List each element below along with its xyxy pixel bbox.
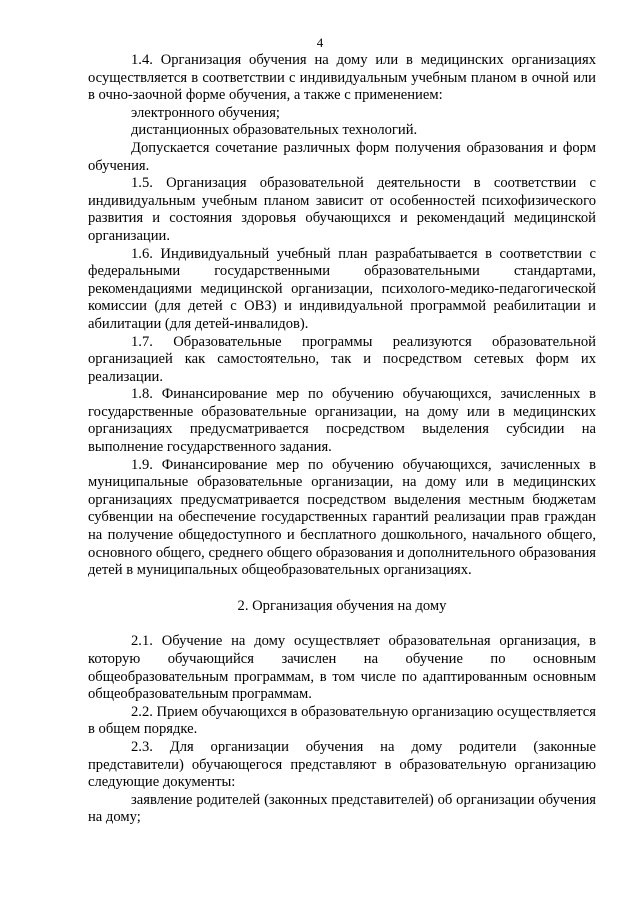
paragraph-2-1: 2.1. Обучение на дому осуществляет образовательная организация, в которую обучающийся зачислен на обучение по основным общеобразовательным программам, в том числе по адаптированным основным общеобразовательным программам. — [88, 633, 596, 703]
paragraph-2-2: 2.2. Прием обучающихся в образовательную организацию осуществляется в общем порядке. — [88, 703, 596, 738]
page-number: 4 — [316, 35, 324, 50]
paragraph-combination-allowed: Допускается сочетание различных форм получения образования и форм обучения. — [88, 139, 596, 174]
paragraph-1-7: 1.7. Образовательные программы реализуются образовательной организацией как самостоятельно, так и посредством сетевых форм их реализации. — [88, 333, 596, 385]
paragraph-1-9: 1.9. Финансирование мер по обучению обучающихся, зачисленных в муниципальные образовательные организации, на дому или в медицинских организациях предусматривается посредством выделения местным бюджетам субвенции на обеспечение государственных гарантий реализации прав граждан на получение общедоступного и бесплатного дошкольного, начального общего, основного общего, среднего общего образования и дополнительного образования детей в муниципальных общеобразовательных организациях. — [88, 456, 596, 579]
list-item-electronic-learning: электронного обучения; — [131, 104, 280, 121]
list-item-parent-application: заявление родителей (законных представителей) об организации обучения на дому; — [88, 791, 596, 826]
paragraph-1-8: 1.8. Финансирование мер по обучению обучающихся, зачисленных в государственные образовательные организации, на дому или в медицинских организациях предусматривается посредством выделения субсидии на выполнение государственного задания. — [88, 386, 596, 456]
paragraph-1-6: 1.6. Индивидуальный учебный план разрабатывается в соответствии с федеральными государственными образовательными стандартами, рекомендациями медицинской организации, психолого-медико-педагогической комиссии (для детей с ОВЗ) и индивидуальной программой реабилитации и абилитации (для детей-инвалидов). — [88, 245, 596, 332]
document-body — [88, 52, 596, 827]
paragraph-1-5: 1.5. Организация образовательной деятельности в соответствии с индивидуальным учебным планом зависит от особенностей психофизического развития и состояния здоровья обучающихся и рекомендаций медицинской организации. — [88, 175, 596, 244]
list-item-distance-technologies: дистанционных образовательных технологий. — [131, 122, 418, 139]
paragraph-1-4: 1.4. Организация обучения на дому или в медицинских организациях осуществляется в соответствии с индивидуальным учебным планом в очной или в очно-заочной форме обучения, а также с применением: — [88, 52, 596, 104]
paragraph-2-3: 2.3. Для организации обучения на дому родители (законные представители) обучающегося представляют в образовательную организацию следующие документы: — [88, 738, 596, 791]
section-2-heading: 2. Организация обучения на дому — [237, 597, 447, 614]
